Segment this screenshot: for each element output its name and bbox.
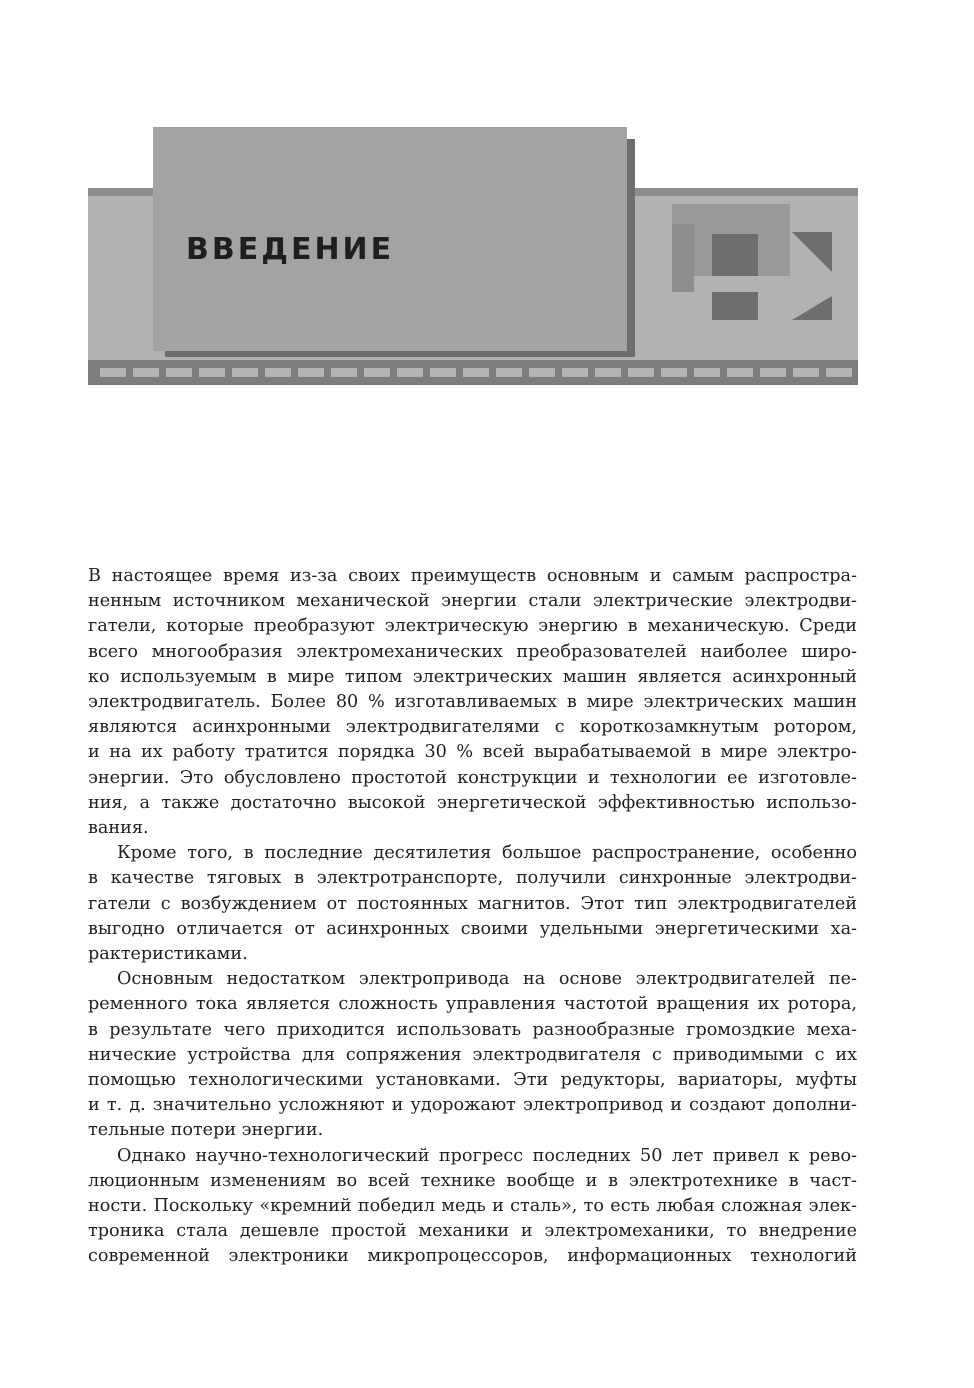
strip-dash [529, 368, 555, 377]
strip-dash [166, 368, 192, 377]
text-line: современной электроники микропроцессоров, информационных технологий [88, 1246, 857, 1267]
text-line: В настоящее время из-за своих преимуществ основным и самым распростра- [88, 566, 857, 586]
strip-dash [199, 368, 225, 377]
strip-dash [793, 368, 819, 377]
strip-dash [694, 368, 720, 377]
paragraph [88, 967, 857, 1143]
text-line: рактеристиками. [88, 944, 248, 965]
body-text [88, 564, 857, 1270]
strip-dash [562, 368, 588, 377]
strip-dash [100, 368, 126, 377]
text-line: троника стала дешевле простой механики и электромеханики, то внедрение [88, 1221, 857, 1242]
decorative-triangle [792, 296, 832, 320]
strip-dash [760, 368, 786, 377]
strip-dash [364, 368, 390, 377]
strip-dash [265, 368, 291, 377]
strip-dash [463, 368, 489, 377]
dash-row [100, 368, 856, 377]
text-line: и на их работу тратится порядка 30 % всей вырабатываемой в мире электро- [88, 742, 857, 763]
decorative-block [712, 292, 758, 320]
text-line: и т. д. значительно усложняют и удорожают электропривод и создают дополни- [88, 1095, 857, 1116]
text-line: гатели с возбуждением от постоянных магнитов. Этот тип электродвигателей [88, 893, 857, 914]
paragraph [88, 564, 857, 841]
strip-dash [331, 368, 357, 377]
strip-dash [133, 368, 159, 377]
strip-dash [826, 368, 852, 377]
text-line: энергии. Это обусловлено простотой конструкции и технологии ее изготовле- [88, 767, 857, 788]
text-line: ко используемым в мире типом электрических машин является асинхронный [88, 666, 857, 687]
strip-dash [232, 368, 258, 377]
paragraph [88, 1144, 857, 1270]
decorative-triangles [792, 232, 832, 320]
strip-dash [595, 368, 621, 377]
text-line: помощью технологическими установками. Эти редукторы, вариаторы, муфты [88, 1070, 857, 1091]
text-line: нические устройства для сопряжения электродвигателя с приводимыми с их [88, 1044, 857, 1065]
banner-dashed-strip [88, 360, 858, 385]
decorative-block [712, 234, 758, 276]
text-line: в качестве тяговых в электротранспорте, получили синхронные электродви- [88, 868, 857, 889]
text-line: Основным недостатком электропривода на основе электродвигателей пе- [117, 969, 857, 990]
text-line: выгодно отличается от асинхронных своими удельными энергетическими ха- [88, 918, 857, 939]
strip-dash [496, 368, 522, 377]
text-line: ности. Поскольку «кремний победил медь и сталь», то есть любая сложная элек- [88, 1196, 857, 1217]
strip-dash [727, 368, 753, 377]
decorative-block [672, 224, 694, 292]
text-line: ненным источником механической энергии стали электрические электродви- [88, 591, 857, 612]
chapter-title: ВВЕДЕНИЕ [186, 232, 395, 267]
text-line: в результате чего приходится использовать разнообразные громоздкие меха- [88, 1019, 857, 1040]
text-line: тельные потери энергии. [88, 1120, 324, 1141]
text-line: ременного тока является сложность управления частотой вращения их ротора, [88, 994, 857, 1015]
strip-dash [628, 368, 654, 377]
text-line: люционным изменениям во всей технике вообще и в электротехнике в част- [88, 1170, 857, 1191]
decorative-triangle [792, 232, 832, 272]
strip-dash [430, 368, 456, 377]
strip-dash [397, 368, 423, 377]
text-line: гатели, которые преобразуют электрическую энергию в механическую. Среди [88, 616, 857, 637]
text-line: являются асинхронными электродвигателями с короткозамкнутым ротором, [88, 717, 857, 738]
strip-dash [298, 368, 324, 377]
text-line: электродвигатель. Более 80 % изготавливаемых в мире электрических машин [88, 692, 857, 713]
strip-dash [661, 368, 687, 377]
text-line: ния, а также достаточно высокой энергетической эффективностью использо- [88, 792, 857, 813]
text-line: Кроме того, в последние десятилетия большое распространение, особенно [117, 843, 857, 864]
text-line: всего многообразия электромеханических преобразователей наиболее широ- [88, 641, 857, 662]
text-line: Однако научно-технологический прогресс последних 50 лет привел к рево- [117, 1145, 857, 1166]
paragraph [88, 841, 857, 967]
text-line: вания. [88, 818, 149, 839]
